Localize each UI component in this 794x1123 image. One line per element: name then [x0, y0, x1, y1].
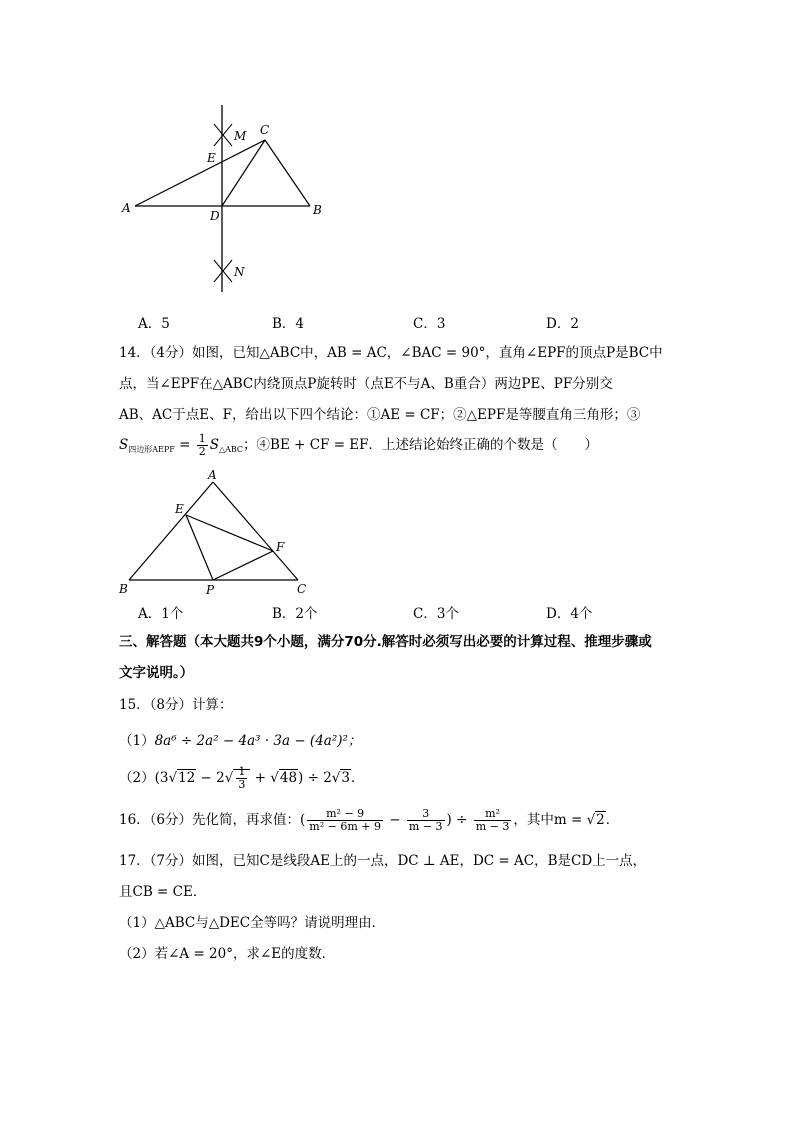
- fraction-half: $\frac{1}{2}$: [198, 432, 206, 459]
- section-3-heading: 三、解答题（本大题共9个小题，满分70分.解答时必须写出必要的计算过程、推理步骤或: [119, 634, 652, 650]
- q13-option-d[interactable]: D．2: [546, 316, 579, 332]
- q15-part-1: [119, 733, 361, 749]
- label-b: B: [313, 203, 322, 217]
- q17-part-1: （1）△ABC与△DEC全等吗？请说明理由．: [119, 915, 386, 931]
- label-c: C: [260, 123, 270, 137]
- q14-option-c[interactable]: C．3个: [413, 606, 459, 622]
- q16-suffix: ，其中m =: [513, 812, 587, 829]
- q14-option-b[interactable]: B．2个: [272, 606, 318, 622]
- equals-sign: =: [174, 437, 195, 454]
- sqrt-12: 12: [178, 770, 196, 787]
- label-b: B: [119, 582, 128, 596]
- sqrt-48: 48: [279, 770, 298, 787]
- q15-part-1-expr: 8a⁶ ÷ 2a² − 4a³ · 3a − (4a²)²；: [154, 733, 362, 749]
- area-symbol-2: S: [209, 437, 219, 454]
- q15-part-2-label: （2）: [119, 770, 155, 787]
- q16-line: 16．（6分）先化简，再求值：( $\frac{\text{m² − 9}}{\text{m² − 6m + 9}}$ − $\frac{3}{m - 3}$ ) ÷ $\frac{\text{m²}}{m - 3}$ ，其中m = √2．: [119, 807, 620, 834]
- q14-line-4-rest: ；④BE + CF = EF．上述结论始终正确的个数是（ ）: [243, 437, 599, 454]
- q15-part-1-label: （1）: [119, 733, 155, 749]
- q14-line-4: [119, 433, 598, 458]
- label-d: D: [210, 209, 220, 223]
- q13-option-c[interactable]: C．3: [413, 316, 446, 332]
- sqrt-one-third: $\frac{1}{3}$: [233, 769, 250, 786]
- segment-bc: [265, 140, 310, 206]
- q16-fraction-3: $\frac{\text{m²}}{m - 3}$: [475, 807, 510, 834]
- triangle-side-ab: [129, 482, 213, 580]
- area-subscript-2: △ABC: [218, 445, 244, 455]
- q14-line-1: 14．（4分）如图，已知△ABC中，AB = AC，∠BAC = 90°，直角∠EPF的顶点P是BC中: [119, 345, 663, 361]
- label-m: M: [234, 129, 247, 143]
- q14-line-3: AB、AC于点E、F，给出以下四个结论：①AE = CF；②△EPF是等腰直角三角形；③: [119, 407, 641, 423]
- q17-line-2: 且CB = CE．: [119, 884, 207, 900]
- label-e: E: [207, 151, 216, 165]
- sqrt-2: 2: [596, 812, 605, 829]
- q15-p2-end: ．: [351, 770, 365, 787]
- figure-14: [115, 470, 315, 598]
- q13-option-b[interactable]: B．4: [272, 316, 305, 332]
- figure-13: [110, 100, 340, 300]
- label-a: A: [208, 470, 217, 482]
- label-c: C: [297, 582, 307, 596]
- q16-end: ．: [605, 812, 620, 829]
- q16-div: ) ÷: [446, 812, 472, 829]
- arc-mark-n: [214, 260, 232, 282]
- label-f: F: [276, 540, 285, 554]
- q13-option-a[interactable]: A．5: [138, 316, 170, 332]
- q14-option-a[interactable]: A．1个: [138, 606, 184, 622]
- q15-p2-plus: +: [250, 770, 271, 787]
- section-3-heading-cont: 文字说明。）: [119, 665, 194, 681]
- segment-ac: [135, 140, 265, 206]
- q15-part-2: （2）(3√12 − 2√ $\frac{1}{3}$ + √48) ÷ 2√3．: [119, 765, 365, 792]
- q15-p2-div: ) ÷ 2: [298, 770, 332, 787]
- area-symbol-1: S: [119, 437, 129, 454]
- label-e: E: [175, 502, 184, 516]
- label-p: P: [206, 583, 215, 597]
- label-a: A: [122, 201, 131, 215]
- q16-prefix: 16．（6分）先化简，再求值：(: [119, 812, 306, 829]
- q17-line-1: 17．（7分）如图，已知C是线段AE上的一点，DC ⊥ AE，DC = AC，B是CD上一点，: [119, 853, 647, 869]
- q14-line-2: 点，当∠EPF在△ABC内绕顶点P旋转时（点E不与A、B重合）两边PE、PF分别交: [119, 376, 613, 392]
- q15-p2-text-c: − 2: [196, 770, 225, 787]
- q16-minus: −: [385, 812, 405, 829]
- q16-fraction-1: $\frac{\text{m² − 9}}{\text{m² − 6m + 9}}$: [309, 807, 381, 834]
- q16-fraction-2: $\frac{3}{m - 3}$: [408, 807, 443, 834]
- segment-dc: [222, 140, 265, 206]
- area-subscript-1: 四边形AEPF: [128, 445, 175, 455]
- q15-p2-text-a: (3: [154, 770, 169, 787]
- arc-mark-m: [214, 124, 232, 146]
- segment-pf: [213, 551, 273, 580]
- sqrt-3: 3: [341, 770, 350, 787]
- label-n: N: [234, 265, 245, 279]
- q17-part-2: （2）若∠A = 20°，求∠E的度数．: [119, 946, 336, 962]
- q15-title: 15．（8分）计算：: [119, 697, 233, 713]
- q14-option-d[interactable]: D．4个: [546, 606, 593, 622]
